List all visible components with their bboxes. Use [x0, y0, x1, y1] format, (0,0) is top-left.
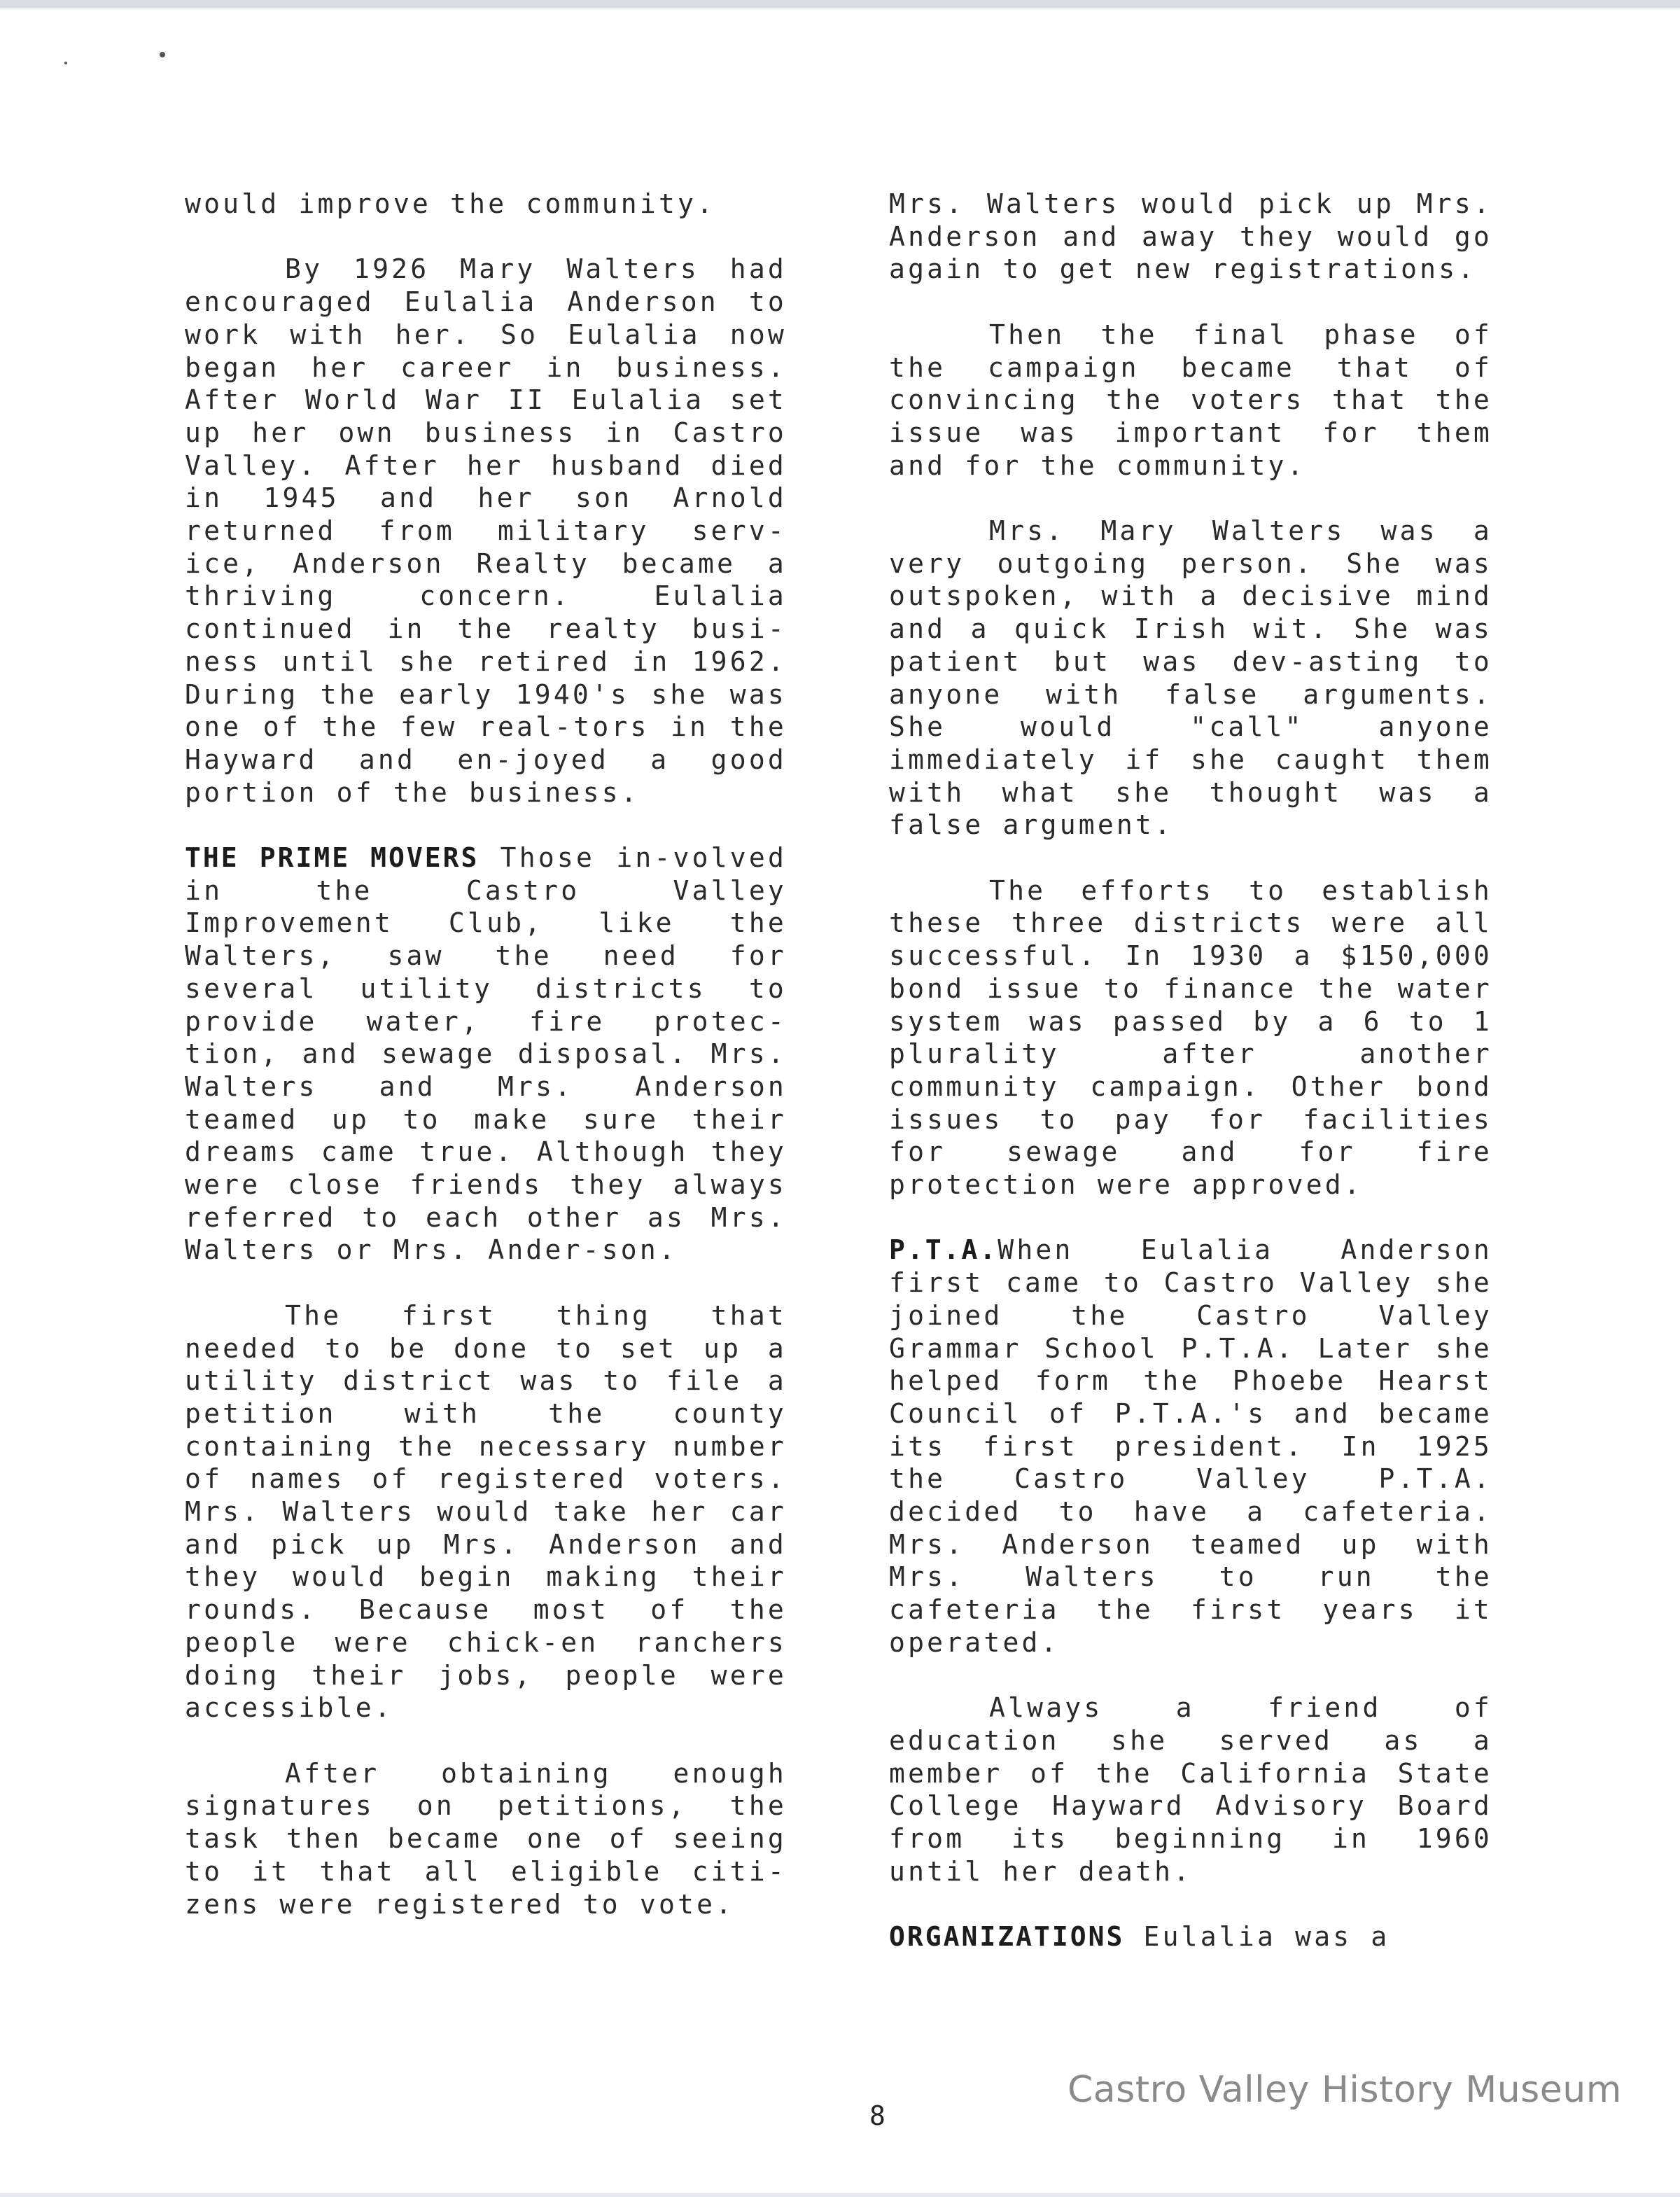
paragraph: would improve the community. — [185, 188, 716, 219]
left-column — [185, 188, 787, 1920]
section-heading: ORGANIZATIONS — [889, 1921, 1125, 1953]
paragraph — [185, 842, 787, 1267]
scan-speck — [64, 62, 67, 64]
scan-top-edge — [0, 0, 1680, 8]
paragraph — [889, 1920, 1492, 1953]
paragraph — [889, 1234, 1492, 1659]
paragraph-body: Those in-volved in the Castro Valley Improvement Club, like the Walters, saw the need for several utility districts to provide water, fire protec-tion, and sewage disposal. Mrs. Walters and Mrs. Anderson teamed up to make sure their dreams came true. Although they were close friends they always referred to each other as Mrs. Walters or Mrs. Ander-son. — [185, 842, 788, 1266]
paragraph: Then the final phase of the campaign became that of convincing the voters that the issue was important for them and for the community. — [889, 319, 1492, 481]
paragraph: After obtaining enough signatures on petitions, the task then became one of seeing to it that all eligible citi-zens were registered to vote. — [185, 1757, 787, 1920]
paragraph: Mrs. Walters would pick up Mrs. Anderson and away they would go again to get new registrations. — [889, 188, 1492, 285]
section-heading: THE PRIME MOVERS — [185, 842, 479, 874]
paragraph: By 1926 Mary Walters had encouraged Eulalia Anderson to work with her. So Eulalia now began her career in business. After World War II Eulalia set up her own business in Castro Valley. After her husband died in 1945 and her son Arnold returned from military serv-ice, Anderson Realty became a thriving concern. Eulalia continued in the realty busi-ness until she retired in 1962. During the early 1940's she was one of the few real-tors in the Hayward and en-joyed a good portion of the business. — [185, 253, 787, 808]
paragraph: The first thing that needed to be done to set up a utility district was to file a petition with the county containing the necessary number of names of registered voters. Mrs. Walters would take her car and pick up Mrs. Anderson and they would begin making their rounds. Because most of the people were chick-en ranchers doing their jobs, people were accessible. — [185, 1299, 787, 1724]
scan-bottom-edge — [0, 2193, 1680, 2197]
museum-watermark: Castro Valley History Museum — [1068, 2069, 1622, 2111]
right-column — [889, 188, 1492, 1953]
paragraph: Mrs. Mary Walters was a very outgoing person. She was outspoken, with a decisive mind and a quick Irish wit. She was patient but was dev-asting to anyone with false arguments. She would "call" anyone immediately if she caught them with what she thought was a false argument. — [889, 515, 1492, 841]
paragraph-body: Eulalia was a — [1143, 1921, 1390, 1953]
paragraph: Always a friend of education she served as a member of the California State College Hayward Advisory Board from its beginning in 1960 until her death. — [889, 1692, 1492, 1887]
page-number: 8 — [869, 2100, 886, 2131]
scan-speck — [160, 52, 165, 57]
paragraph: The efforts to establish these three districts were all successful. In 1930 a $150,000 bond issue to finance the water system was passed by a 6 to 1 plurality after another community campaign. Other bond issues to pay for facilities for sewage and for fire protection were approved. — [889, 874, 1492, 1201]
section-heading: P.T.A. — [889, 1234, 998, 1266]
paragraph-body: When Eulalia Anderson first came to Castro Valley she joined the Castro Valley Grammar School P.T.A. Later she helped form the Phoebe Hearst Council of P.T.A.'s and became its first president. In 1925 the Castro Valley P.T.A. decided to have a cafeteria. Mrs. Anderson teamed up with Mrs. Walters to run the cafeteria the first years it operated. — [889, 1234, 1492, 1658]
